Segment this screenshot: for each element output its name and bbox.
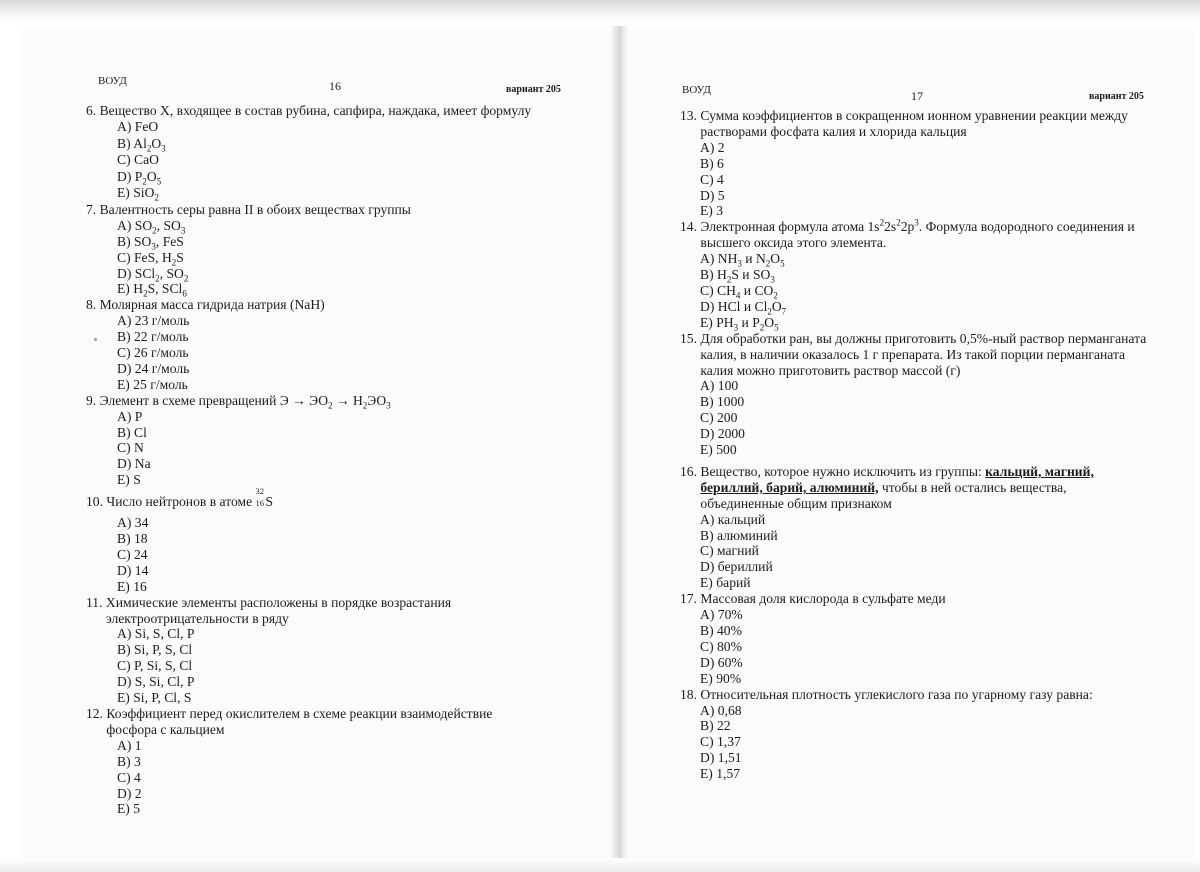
- answer-option: E) 25 г/моль: [117, 376, 188, 392]
- right-questions: [680, 108, 1150, 782]
- question-18: [680, 687, 1150, 782]
- answer-option: C) 24: [117, 546, 148, 562]
- answer-option: D) 2: [117, 785, 142, 801]
- answer-option: D) 1,51: [700, 750, 742, 766]
- left-variant-label: вариант 205: [506, 84, 561, 95]
- answer-option: E) 1,57: [700, 766, 741, 782]
- answer-option: B) 6: [700, 155, 724, 171]
- left-questions: [86, 103, 586, 817]
- answer-option: E) Si, P, Cl, S: [117, 690, 192, 706]
- answer-option: E) барий: [700, 575, 751, 591]
- answer-option: A) Si, S, Cl, P: [117, 626, 195, 642]
- question-12: [86, 706, 586, 817]
- question-number: 17.: [680, 591, 697, 607]
- answer-option: C) 4: [700, 171, 724, 187]
- answer-option: D) S, Si, Cl, P: [117, 674, 195, 690]
- question-text: Для обработки ран, вы должны приготовить 0,5%-ный раствор перманганата калия, в наличии оказалось 1 г препарата. Из такой порции перманганата калия можно приготовить раствор массой (г): [700, 330, 1147, 378]
- answer-option: D) HCl и $Cl_2O_7$: [700, 298, 787, 317]
- question-text: Сумма коэффициентов в сокращенном ионном уравнении реакции между растворами фосфата калия и хлорида кальция: [700, 108, 1128, 139]
- answer-option: C) FeS, $H_2S$: [117, 249, 184, 268]
- answer-option: B) 22: [700, 718, 731, 734]
- answer-option: A) 0,68: [700, 702, 742, 718]
- answer-option: B) 40%: [700, 623, 742, 638]
- answer-option: C) 1,37: [700, 734, 741, 750]
- scan-top-edge: [0, 0, 1200, 22]
- question-number: 15.: [680, 330, 697, 346]
- right-header-label: ВОУД: [682, 84, 711, 96]
- answer-option: D) 2000: [700, 426, 745, 442]
- answer-option: B) 1000: [700, 394, 745, 410]
- answer-option: E) $PH_3$ и $P_2O_5$: [700, 314, 779, 333]
- right-page-number: 17: [911, 89, 923, 103]
- question-text: Валентность серы равна II в обоих веществах группы: [99, 201, 411, 217]
- answer-option: D) 14: [117, 562, 149, 578]
- question-text: Коэффициент перед окислителем в схеме реакции взаимодействие фосфора с кальцием: [106, 705, 493, 737]
- question-text: Число нейтронов в атоме 32 16 S: [106, 486, 274, 510]
- question-16: [680, 464, 1150, 591]
- answer-option: A) FeO: [117, 118, 159, 134]
- question-number: 14.: [680, 219, 697, 235]
- answer-option: D) $P_2O_5$: [117, 168, 162, 187]
- answer-option: B) Cl: [117, 424, 147, 440]
- answer-option: D) бериллий: [700, 559, 773, 575]
- answer-option: D) 60%: [700, 654, 743, 670]
- answer-option: A) 70%: [700, 607, 743, 623]
- answer-option: D) 5: [700, 187, 725, 203]
- question-number: 12.: [86, 705, 103, 721]
- question-17: [680, 591, 1150, 686]
- answer-option: E) 500: [700, 442, 737, 458]
- question-text: Молярная масса гидрида натрия (NaH): [99, 297, 325, 313]
- answer-option: C) магний: [700, 543, 759, 559]
- answer-option: C) 26 г/моль: [117, 345, 189, 361]
- question-text: Вещество, которое нужно исключить из группы: кальций, магний, бериллий, барий, алюминий, чтобы в ней остались вещества, объединенные общим признаком: [700, 463, 1094, 511]
- answer-option: C) P, Si, S, Cl: [117, 658, 193, 674]
- answer-option: D) 24 г/моль: [117, 360, 190, 376]
- question-text: Относительная плотность углекислого газа по угарному газу равна:: [700, 686, 1093, 702]
- answer-option: A) 34: [117, 515, 149, 531]
- answer-option: A) кальций: [700, 511, 766, 527]
- question-10: [86, 486, 586, 594]
- book-spine: [612, 26, 628, 862]
- answer-option: B) 3: [117, 753, 141, 769]
- question-6: [86, 103, 586, 202]
- isotope-notation: 32 16: [255, 486, 265, 509]
- question-text: Вещество X, входящее в состав рубина, сапфира, наждака, имеет формулу: [99, 103, 532, 118]
- answer-option: E) SiO$_2$: [117, 185, 159, 203]
- answer-option: C) 4: [117, 769, 141, 785]
- answer-option: D) Na: [117, 456, 151, 472]
- question-7: [86, 201, 586, 300]
- question-number: 11.: [86, 594, 103, 610]
- question-number: 10.: [86, 494, 103, 510]
- answer-option: A) 1: [117, 737, 142, 753]
- answer-option: A) 100: [700, 378, 739, 394]
- answer-option: E) 3: [700, 203, 724, 219]
- answer-option: B) 22 г/моль: [117, 329, 189, 345]
- answer-option: C) 200: [700, 410, 738, 426]
- answer-option: E) S: [117, 472, 141, 488]
- right-variant-label: вариант 205: [1089, 91, 1144, 102]
- answer-option: A) $SO_2$, $SO_3$: [117, 217, 186, 236]
- highlighted-group: кальций, магний, бериллий, барий, алюминий,: [700, 463, 1094, 495]
- answer-option: B) $Al_2O_3$: [117, 135, 166, 154]
- question-text: Элемент в схеме превращений $Э \to ЭО_2 \to H_2ЭО_3$: [99, 392, 391, 411]
- scan-bottom-edge: [0, 858, 1200, 872]
- left-page-number: 16: [329, 79, 341, 93]
- answer-option: E) $H_2S$, SCl$_6$: [117, 281, 187, 300]
- answer-option: E) 90%: [700, 670, 742, 686]
- answer-option: C) 80%: [700, 638, 742, 654]
- answer-option: B) 18: [117, 531, 148, 546]
- answer-option: C) N: [117, 440, 144, 456]
- question-number: 6.: [86, 103, 97, 118]
- answer-option: D) SCl$_2$, $SO_2$: [117, 265, 189, 284]
- answer-option: E) 16: [117, 578, 147, 594]
- answer-option: A) $NH_3$ и $N_2O_5$: [700, 251, 785, 269]
- answer-option: A) 23 г/моль: [117, 313, 190, 329]
- question-number: 7.: [86, 201, 97, 217]
- answer-option: B) Si, P, S, Cl: [117, 642, 193, 658]
- answer-option: C) $CH_4$ и $CO_2$: [700, 282, 778, 301]
- answer-option: B) алюминий: [700, 527, 778, 543]
- question-11: [86, 595, 586, 706]
- question-text: Химические элементы расположены в порядке возрастания электроотрицательности в ряду: [105, 594, 452, 626]
- scan-speck: [94, 338, 97, 341]
- question-text: Массовая доля кислорода в сульфате меди: [700, 591, 946, 607]
- answer-option: C) CaO: [117, 152, 159, 168]
- answer-option: E) 5: [117, 801, 141, 817]
- question-number: 9.: [86, 392, 97, 408]
- answer-option: B) $SO_3$, FeS: [117, 233, 184, 252]
- question-9: [86, 393, 586, 488]
- question-number: 8.: [86, 297, 97, 313]
- answer-option: B) $H_2S$ и $SO_3$: [700, 267, 775, 285]
- question-13: [680, 108, 1150, 219]
- question-8: [86, 297, 586, 392]
- left-header-label: ВОУД: [98, 75, 127, 87]
- question-text: Электронная формула атома $1s^22s^22p^3$. Формула водородного соединения и высшего оксида этого элемента.: [700, 217, 1135, 251]
- answer-option: A) 2: [700, 139, 725, 155]
- answer-option: A) P: [117, 408, 143, 424]
- question-number: 13.: [680, 108, 697, 123]
- question-14: [680, 217, 1150, 333]
- question-15: [680, 331, 1150, 458]
- question-number: 18.: [680, 686, 697, 702]
- question-number: 16.: [680, 463, 697, 479]
